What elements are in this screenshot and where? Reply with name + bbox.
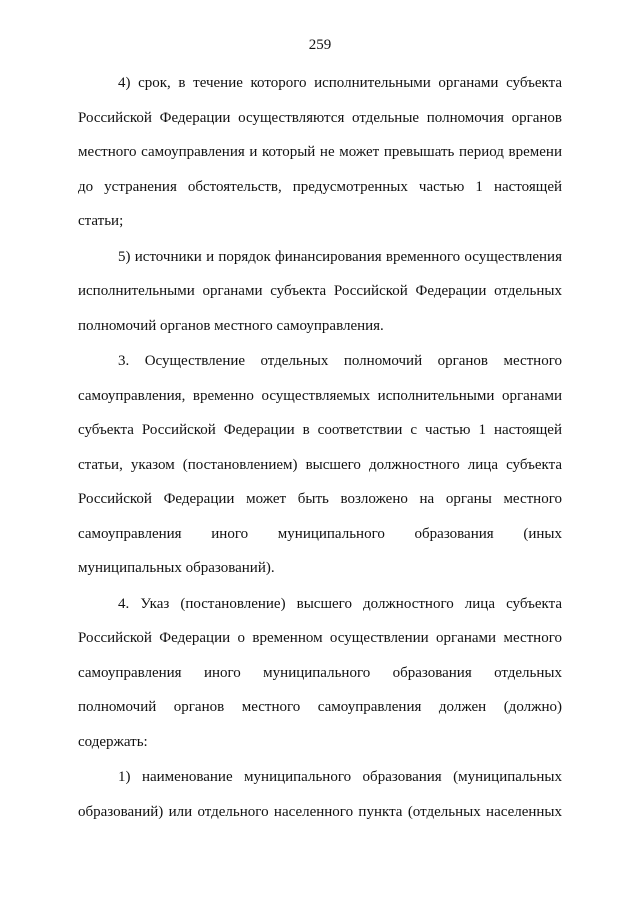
text-line: полномочий органов местного самоуправления. bbox=[78, 317, 384, 334]
text-line: исполнительными органами субъекта Российской Федерации отдельных bbox=[78, 283, 562, 299]
text-line: Российской Федерации осуществляются отдельные полномочия органов bbox=[78, 109, 562, 126]
text-line: 5) источники и порядок финансирования временного осуществления bbox=[118, 248, 562, 265]
paragraph-item-4 bbox=[78, 66, 562, 239]
text-line: Российской Федерации о временном осуществлении органами местного bbox=[78, 630, 562, 646]
text-line: самоуправления иного муниципального образования отдельных bbox=[78, 664, 562, 681]
paragraph-item-5 bbox=[78, 240, 562, 344]
text-line: 1) наименование муниципального образования (муниципальных bbox=[118, 769, 562, 785]
text-line: 4) срок, в течение которого исполнительными органами субъекта bbox=[118, 75, 562, 91]
text-line: 4. Указ (постановление) высшего должностного лица субъекта bbox=[118, 595, 562, 612]
text-line: образований) или отдельного населенного пункта (отдельных населенных bbox=[78, 803, 562, 820]
text-line: до устранения обстоятельств, предусмотренных частью 1 настоящей bbox=[78, 178, 562, 195]
text-line: муниципальных образований). bbox=[78, 560, 275, 576]
text-line: самоуправления, временно осуществляемых исполнительными органами bbox=[78, 387, 562, 404]
paragraph-part-4 bbox=[78, 587, 562, 760]
text-line: содержать: bbox=[78, 733, 148, 750]
text-line: Российской Федерации может быть возложено на органы местного bbox=[78, 491, 562, 507]
text-line: 3. Осуществление отдельных полномочий органов местного bbox=[118, 353, 562, 369]
paragraph-part-3 bbox=[78, 344, 562, 586]
text-line: субъекта Российской Федерации в соответствии с частью 1 настоящей bbox=[78, 422, 562, 438]
text-line: местного самоуправления и который не может превышать период времени bbox=[78, 144, 562, 160]
text-line: самоуправления иного муниципального образования (иных bbox=[78, 525, 562, 542]
page-number: 259 bbox=[308, 37, 332, 53]
document-body bbox=[78, 66, 562, 829]
text-line: статьи, указом (постановлением) высшего должностного лица субъекта bbox=[78, 456, 562, 473]
text-line: статьи; bbox=[78, 213, 124, 229]
paragraph-item-1 bbox=[78, 760, 562, 829]
text-line: полномочий органов местного самоуправления должен (должно) bbox=[78, 699, 562, 715]
